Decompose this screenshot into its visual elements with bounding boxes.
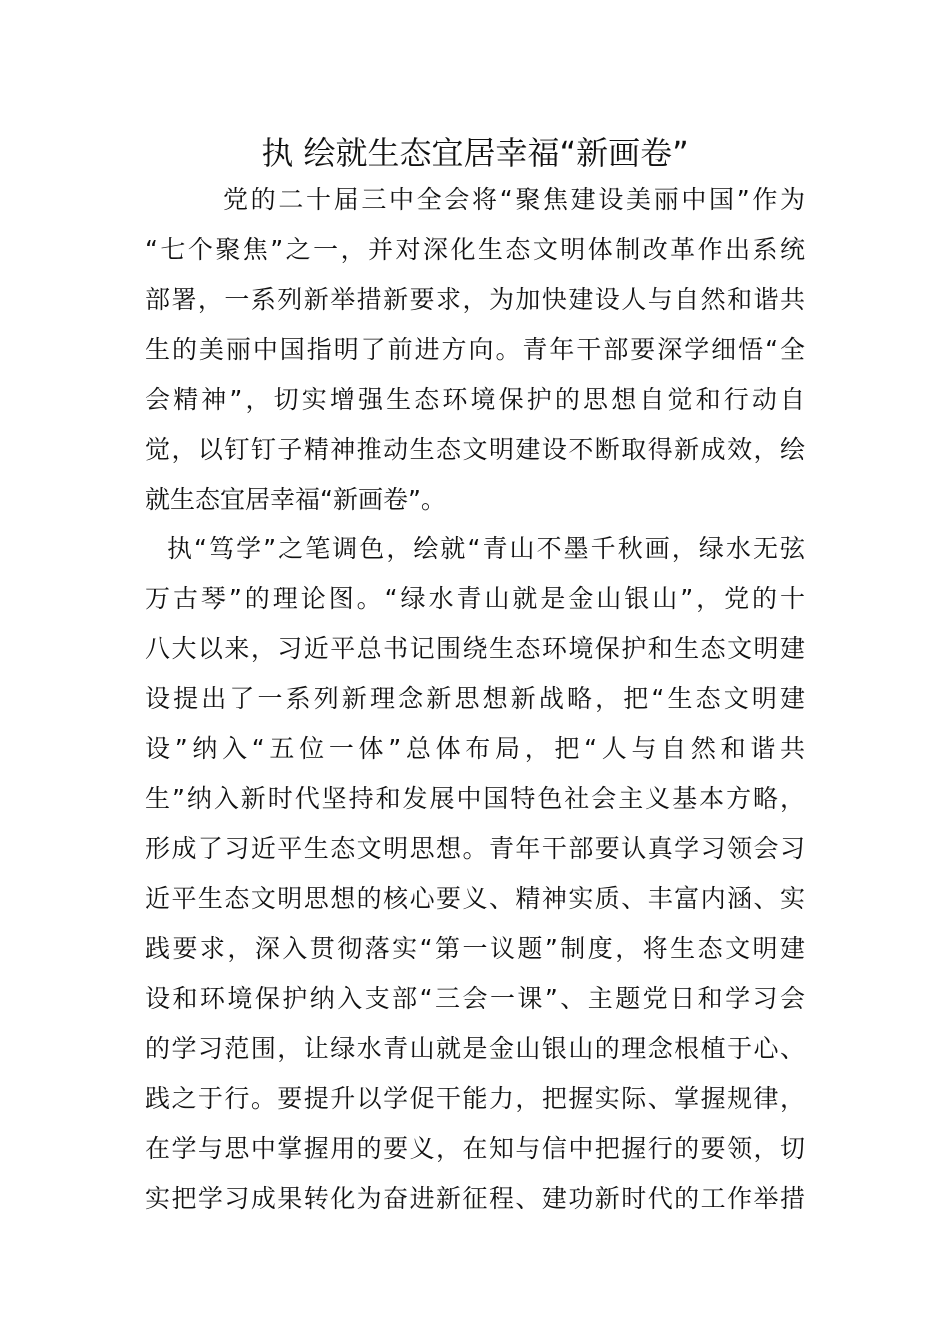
paragraph-1-line-5: 会精神”，切实增强生态环境保护的思想自觉和行动自	[145, 385, 805, 414]
paragraph-1-line-2: “七个聚焦”之一，并对深化生态文明体制改革作出系统	[145, 235, 805, 264]
paragraph-2-line-7: 形成了习近平生态文明思想。青年干部要认真学习领会习	[145, 834, 805, 863]
paragraph-2-line-1: 执“笃学”之笔调色，绘就“青山不墨千秋画，绿水无弦	[167, 534, 805, 563]
paragraph-2-line-2: 万古琴”的理论图。“绿水青山就是金山银山”，党的十	[145, 584, 805, 613]
paragraph-2-line-8: 近平生态文明思想的核心要义、精神实质、丰富内涵、实	[145, 884, 805, 913]
paragraph-2-line-11: 的学习范围，让绿水青山就是金山银山的理念根植于心、	[145, 1034, 805, 1063]
paragraph-2-line-12: 践之于行。要提升以学促干能力，把握实际、掌握规律，	[145, 1084, 805, 1113]
document-title: 执 绘就生态宜居幸福“新画卷”	[261, 134, 689, 172]
paragraph-2-line-13: 在学与思中掌握用的要义，在知与信中把握行的要领，切	[145, 1134, 805, 1163]
paragraph-1-line-7: 就生态宜居幸福“新画卷”。	[145, 485, 446, 514]
paragraph-1-line-6: 觉，以钉钉子精神推动生态文明建设不断取得新成效，绘	[145, 435, 805, 464]
paragraph-2-line-9: 践要求，深入贯彻落实“第一议题”制度，将生态文明建	[145, 934, 805, 963]
paragraph-1-line-4: 生的美丽中国指明了前进方向。青年干部要深学细悟“全	[145, 335, 805, 364]
paragraph-2-line-3: 八大以来，习近平总书记围绕生态环境保护和生态文明建	[145, 634, 805, 663]
paragraph-1-line-3: 部署，一系列新举措新要求，为加快建设人与自然和谐共	[145, 285, 805, 314]
paragraph-2-line-5: 设”纳入“五位一体”总体布局，把“人与自然和谐共	[145, 734, 805, 763]
paragraph-2-line-4: 设提出了一系列新理念新思想新战略，把“生态文明建	[145, 684, 805, 713]
paragraph-2-line-14: 实把学习成果转化为奋进新征程、建功新时代的工作举措	[145, 1184, 805, 1213]
paragraph-2-line-10: 设和环境保护纳入支部“三会一课”、主题党日和学习会	[145, 984, 805, 1013]
paragraph-2-line-6: 生”纳入新时代坚持和发展中国特色社会主义基本方略，	[145, 784, 805, 813]
paragraph-1-line-1: 党的二十届三中全会将“聚焦建设美丽中国”作为	[223, 185, 805, 214]
